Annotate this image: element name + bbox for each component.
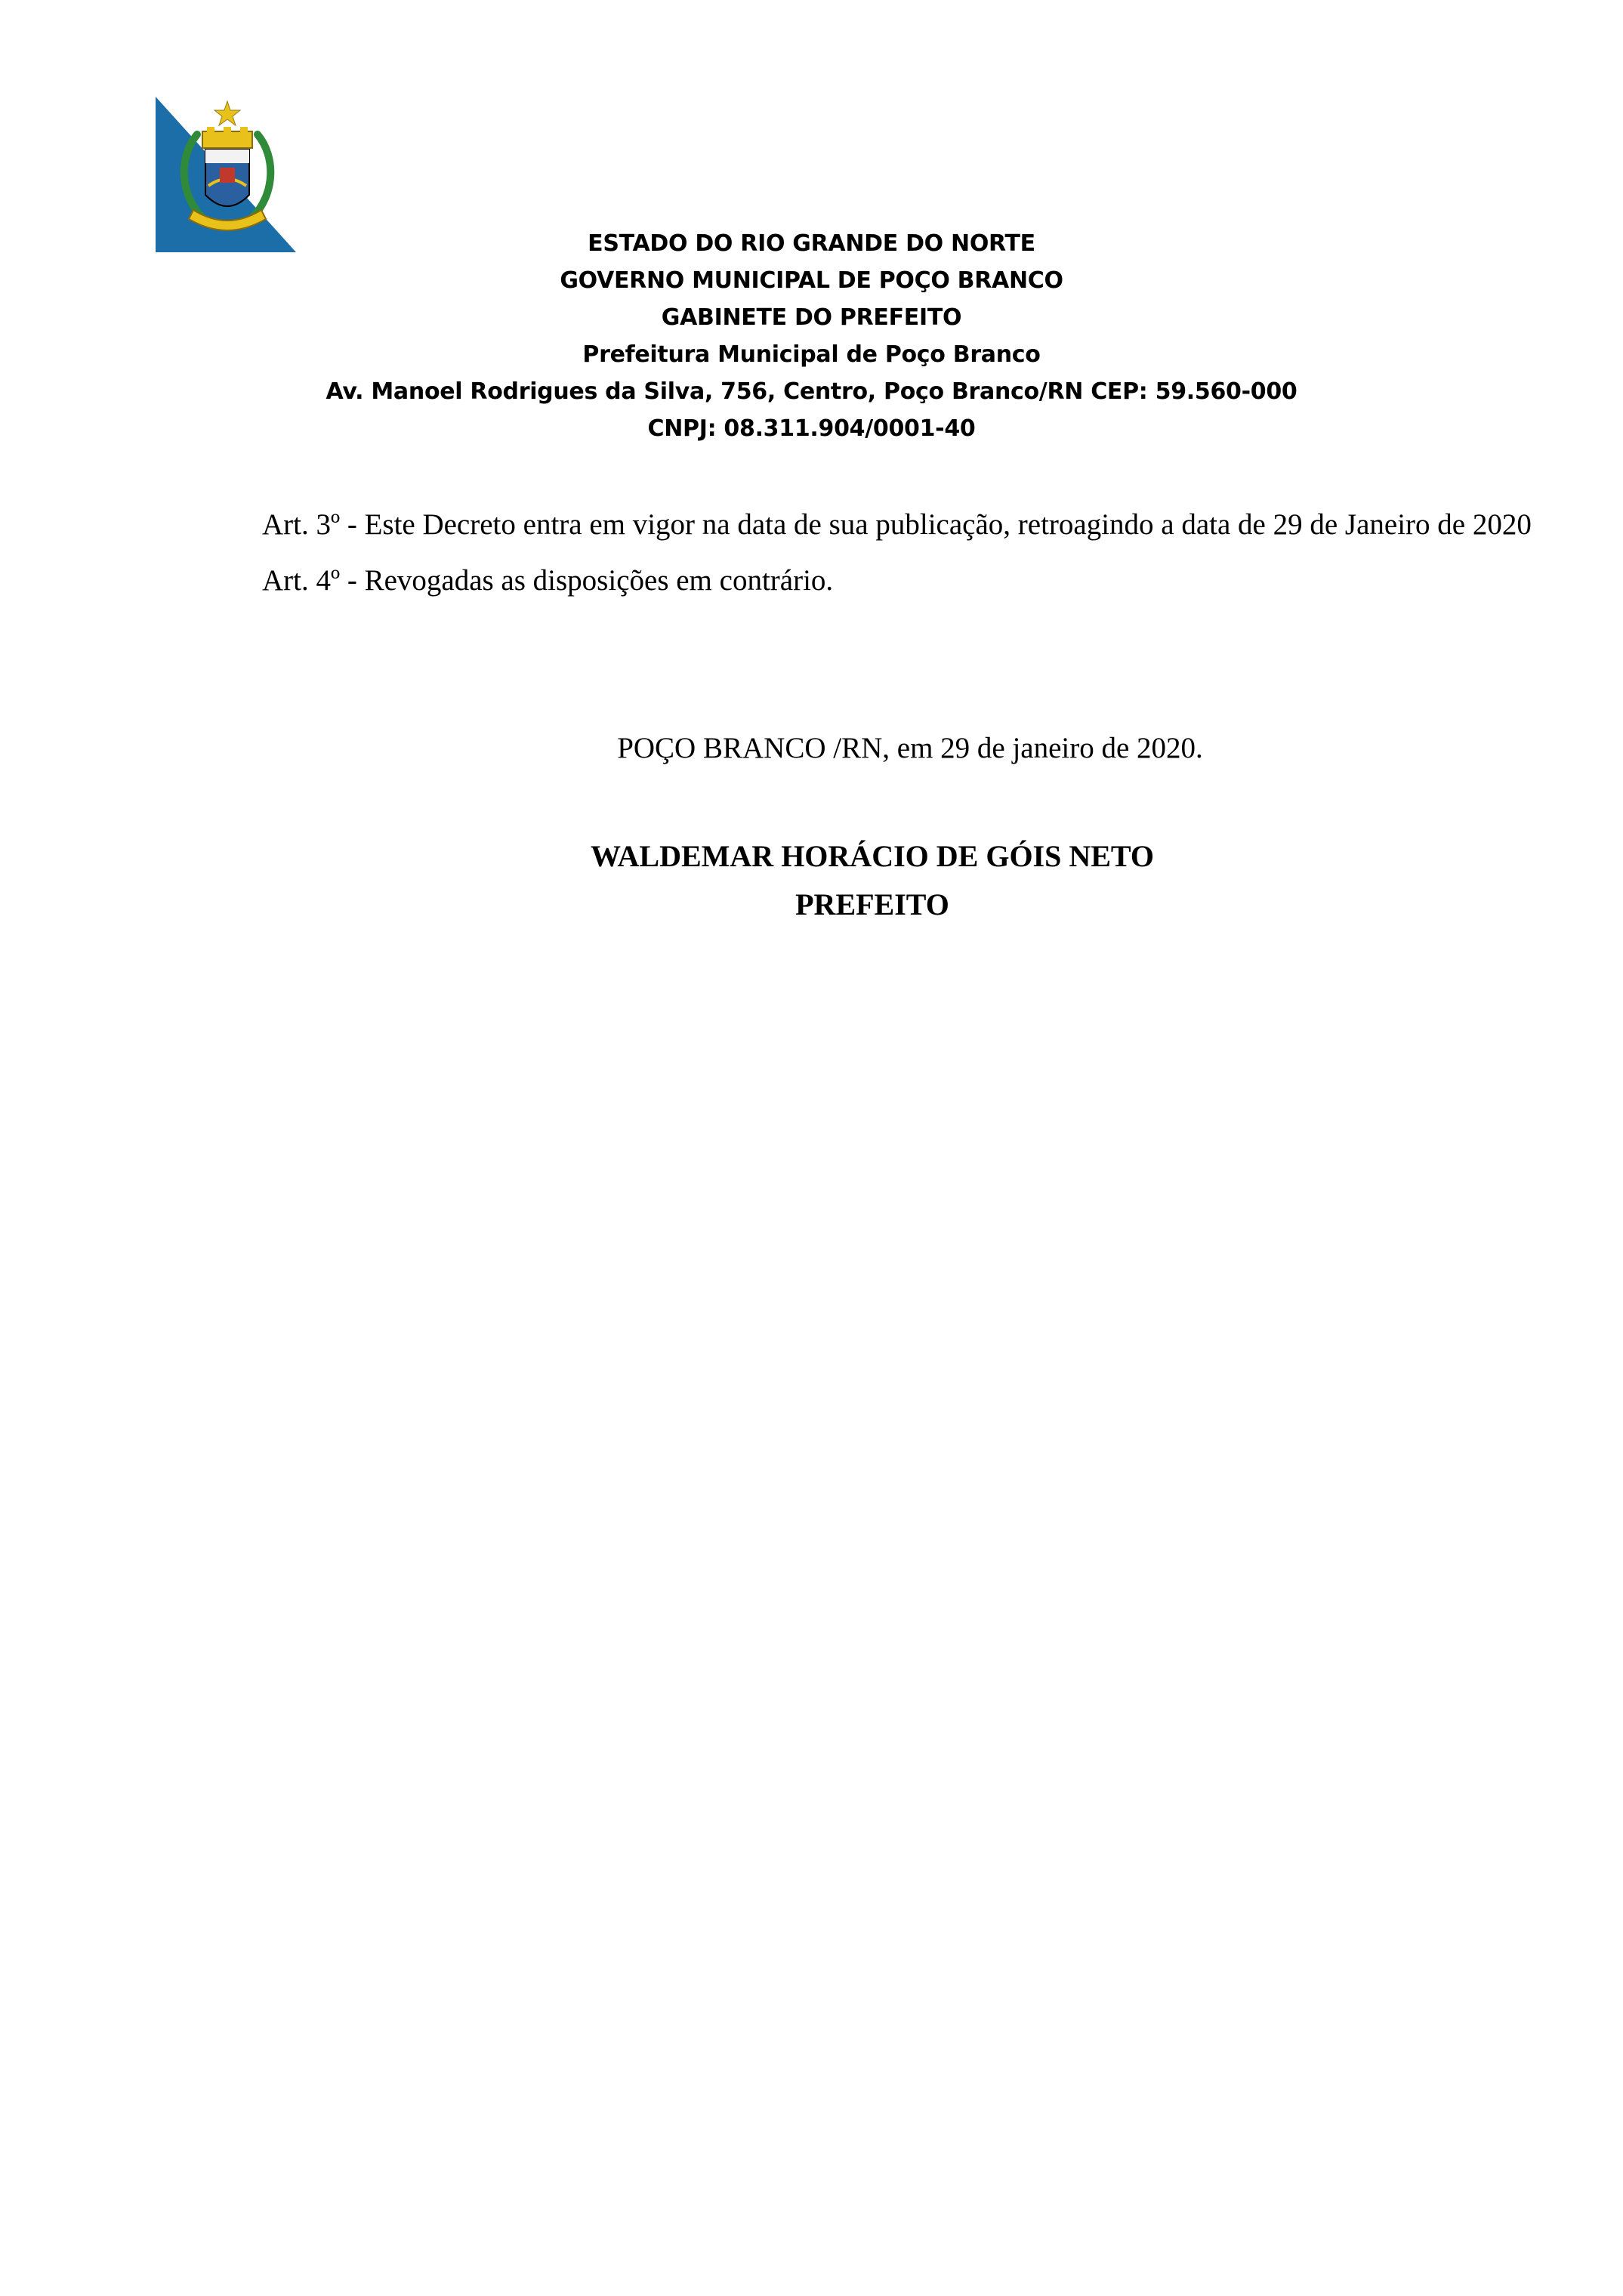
decree-body [156, 497, 1551, 609]
header-office: GABINETE DO PREFEITO [661, 304, 962, 331]
article-4: Art. 4º - Revogadas as disposições em contrário. [262, 564, 834, 597]
place-date: POÇO BRANCO /RN, em 29 de janeiro de 2020. [617, 732, 1203, 764]
signatory-name: WALDEMAR HORÁCIO DE GÓIS NETO [590, 839, 1155, 873]
letterhead [156, 225, 1467, 447]
article-3: Art. 3º - Este Decreto entra em vigor na data de sua publicação, retroagindo a data de 29 de Janeiro de 2020 [262, 508, 1532, 541]
header-cnpj: CNPJ: 08.311.904/0001-40 [647, 415, 976, 442]
header-government: GOVERNO MUNICIPAL DE POÇO BRANCO [560, 267, 1063, 294]
header-state: ESTADO DO RIO GRANDE DO NORTE [588, 230, 1035, 257]
header-city-hall: Prefeitura Municipal de Poço Branco [582, 341, 1041, 368]
signatory-title: PREFEITO [795, 887, 949, 921]
header-address: Av. Manoel Rodrigues da Silva, 756, Centro, Poço Branco/RN CEP: 59.560-000 [326, 378, 1297, 405]
signature-block [156, 832, 1551, 929]
